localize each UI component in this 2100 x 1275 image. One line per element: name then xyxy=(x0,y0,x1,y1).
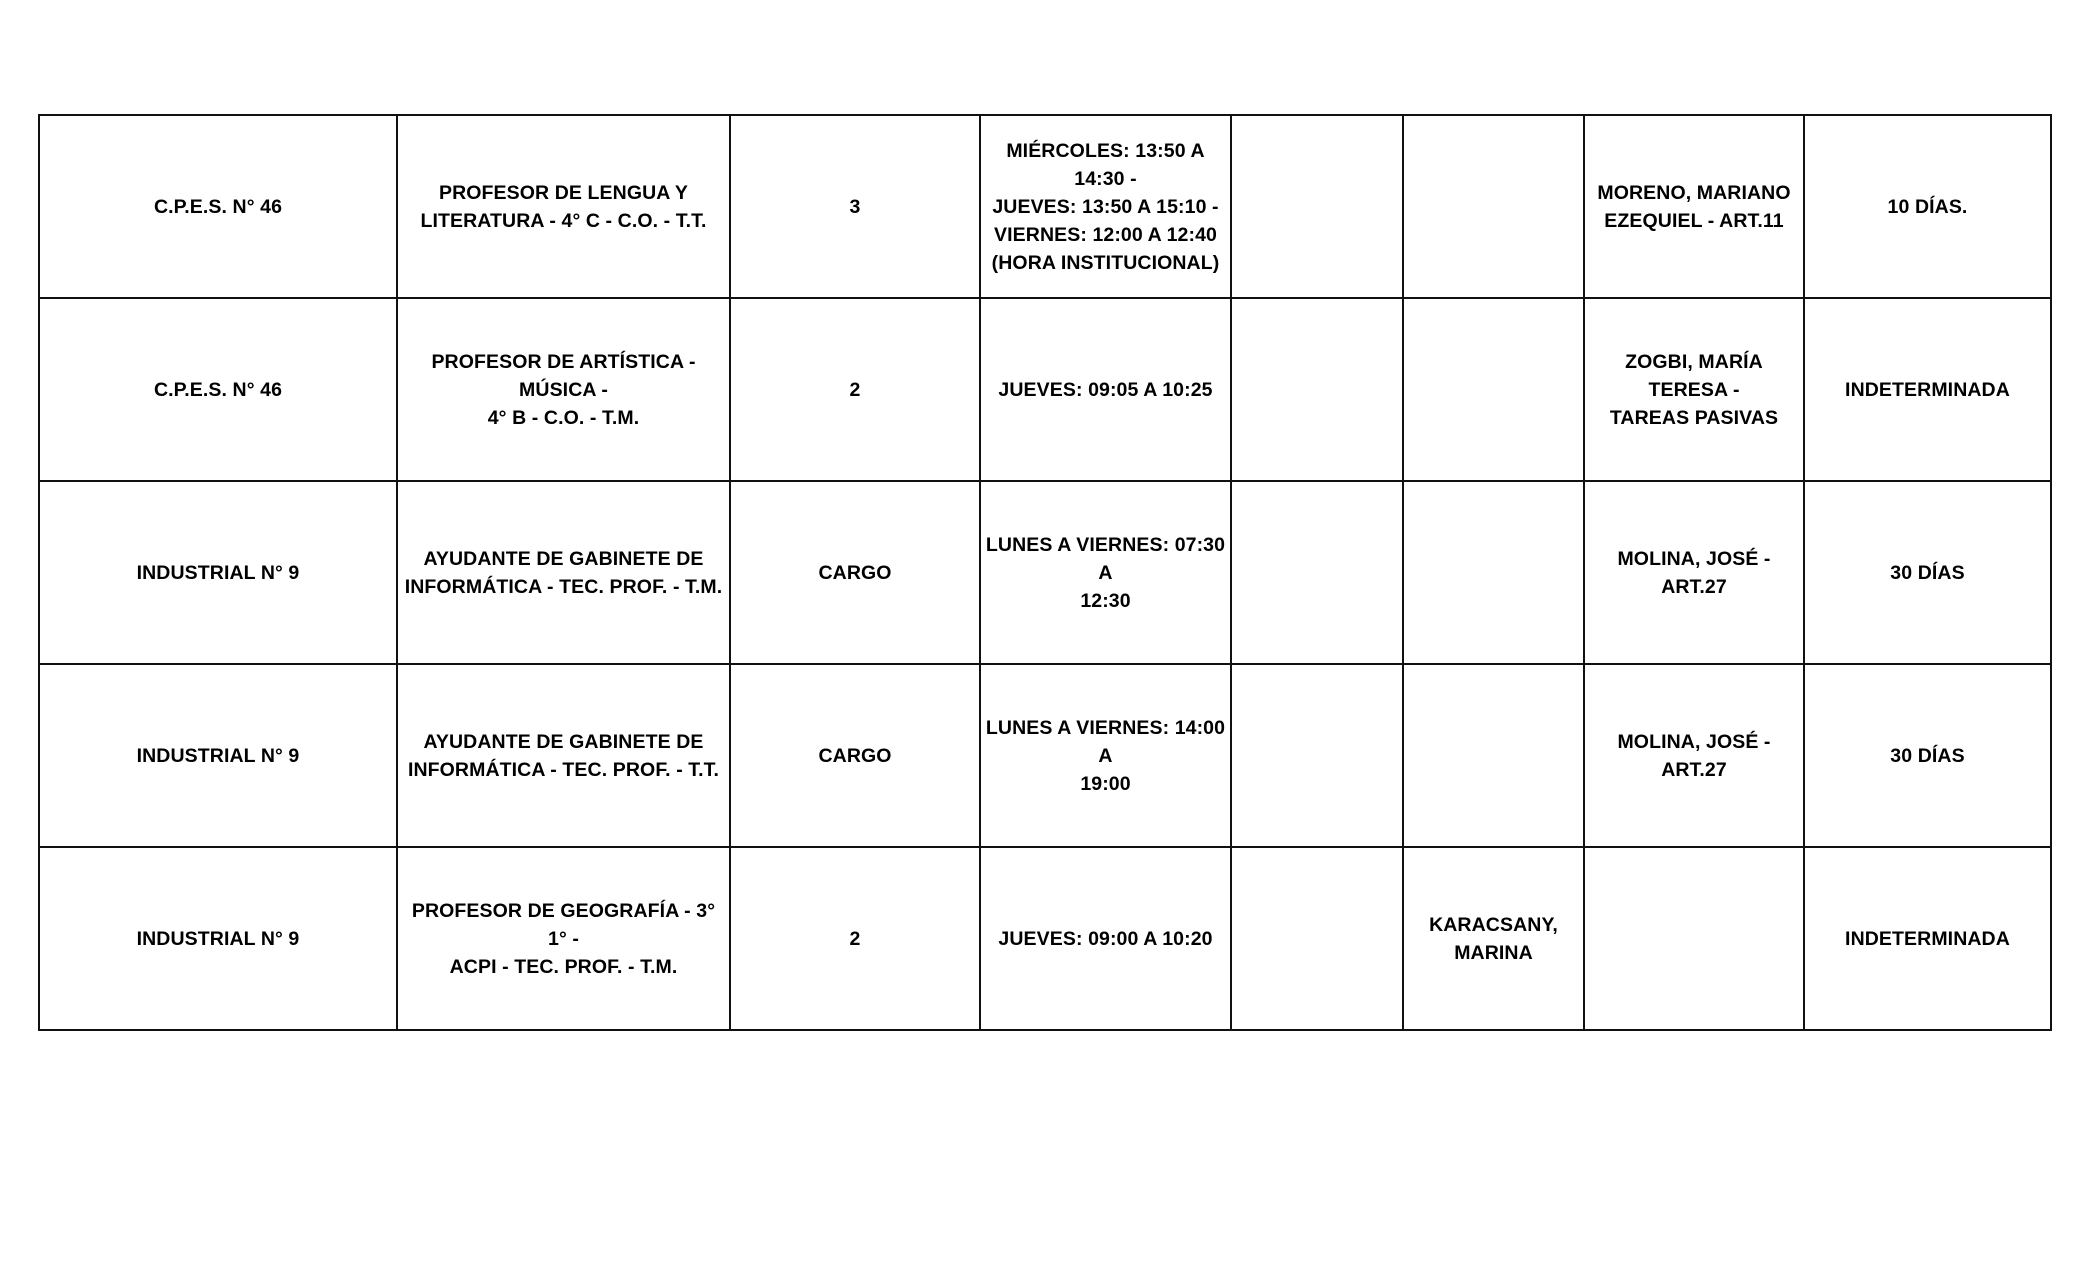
schedule-cell: MIÉRCOLES: 13:50 A 14:30 - JUEVES: 13:50 A 15:10 - VIERNES: 12:00 A 12:40 (HORA INSTITUCIONAL) xyxy=(980,115,1231,298)
school-cell: C.P.E.S. N° 46 xyxy=(39,298,397,481)
table-row xyxy=(39,298,2051,481)
empty-cell xyxy=(1231,115,1403,298)
name-cell xyxy=(1403,115,1584,298)
position-cell: PROFESOR DE ARTÍSTICA - MÚSICA - 4° B - C.O. - T.M. xyxy=(397,298,730,481)
replaced-cell: ZOGBI, MARÍA TERESA - TAREAS PASIVAS xyxy=(1584,298,1804,481)
school-cell: INDUSTRIAL N° 9 xyxy=(39,481,397,664)
empty-cell xyxy=(1231,847,1403,1030)
position-cell: PROFESOR DE GEOGRAFÍA - 3° 1° - ACPI - TEC. PROF. - T.M. xyxy=(397,847,730,1030)
school-cell: INDUSTRIAL N° 9 xyxy=(39,664,397,847)
position-cell: PROFESOR DE LENGUA Y LITERATURA - 4° C - C.O. - T.T. xyxy=(397,115,730,298)
schedule-cell: JUEVES: 09:00 A 10:20 xyxy=(980,847,1231,1030)
name-cell xyxy=(1403,481,1584,664)
replaced-cell: MORENO, MARIANO EZEQUIEL - ART.11 xyxy=(1584,115,1804,298)
duration-cell: 30 DÍAS xyxy=(1804,664,2051,847)
empty-cell xyxy=(1231,298,1403,481)
hours-cell: 3 xyxy=(730,115,980,298)
replaced-cell: MOLINA, JOSÉ - ART.27 xyxy=(1584,664,1804,847)
schedule-cell: LUNES A VIERNES: 07:30 A 12:30 xyxy=(980,481,1231,664)
name-cell: KARACSANY, MARINA xyxy=(1403,847,1584,1030)
duration-cell: 10 DÍAS. xyxy=(1804,115,2051,298)
position-cell: AYUDANTE DE GABINETE DE INFORMÁTICA - TEC. PROF. - T.T. xyxy=(397,664,730,847)
schedule-cell: JUEVES: 09:05 A 10:25 xyxy=(980,298,1231,481)
duration-cell: 30 DÍAS xyxy=(1804,481,2051,664)
table-row xyxy=(39,664,2051,847)
empty-cell xyxy=(1231,481,1403,664)
duration-cell: INDETERMINADA xyxy=(1804,298,2051,481)
table-row xyxy=(39,481,2051,664)
replaced-cell: MOLINA, JOSÉ - ART.27 xyxy=(1584,481,1804,664)
school-cell: INDUSTRIAL N° 9 xyxy=(39,847,397,1030)
table-row xyxy=(39,115,2051,298)
schedule-cell: LUNES A VIERNES: 14:00 A 19:00 xyxy=(980,664,1231,847)
hours-cell: 2 xyxy=(730,847,980,1030)
school-cell: C.P.E.S. N° 46 xyxy=(39,115,397,298)
duration-cell: INDETERMINADA xyxy=(1804,847,2051,1030)
table-row xyxy=(39,847,2051,1030)
hours-cell: CARGO xyxy=(730,481,980,664)
replaced-cell xyxy=(1584,847,1804,1030)
assignments-table xyxy=(38,114,2052,1031)
empty-cell xyxy=(1231,664,1403,847)
hours-cell: 2 xyxy=(730,298,980,481)
name-cell xyxy=(1403,298,1584,481)
name-cell xyxy=(1403,664,1584,847)
position-cell: AYUDANTE DE GABINETE DE INFORMÁTICA - TEC. PROF. - T.M. xyxy=(397,481,730,664)
hours-cell: CARGO xyxy=(730,664,980,847)
